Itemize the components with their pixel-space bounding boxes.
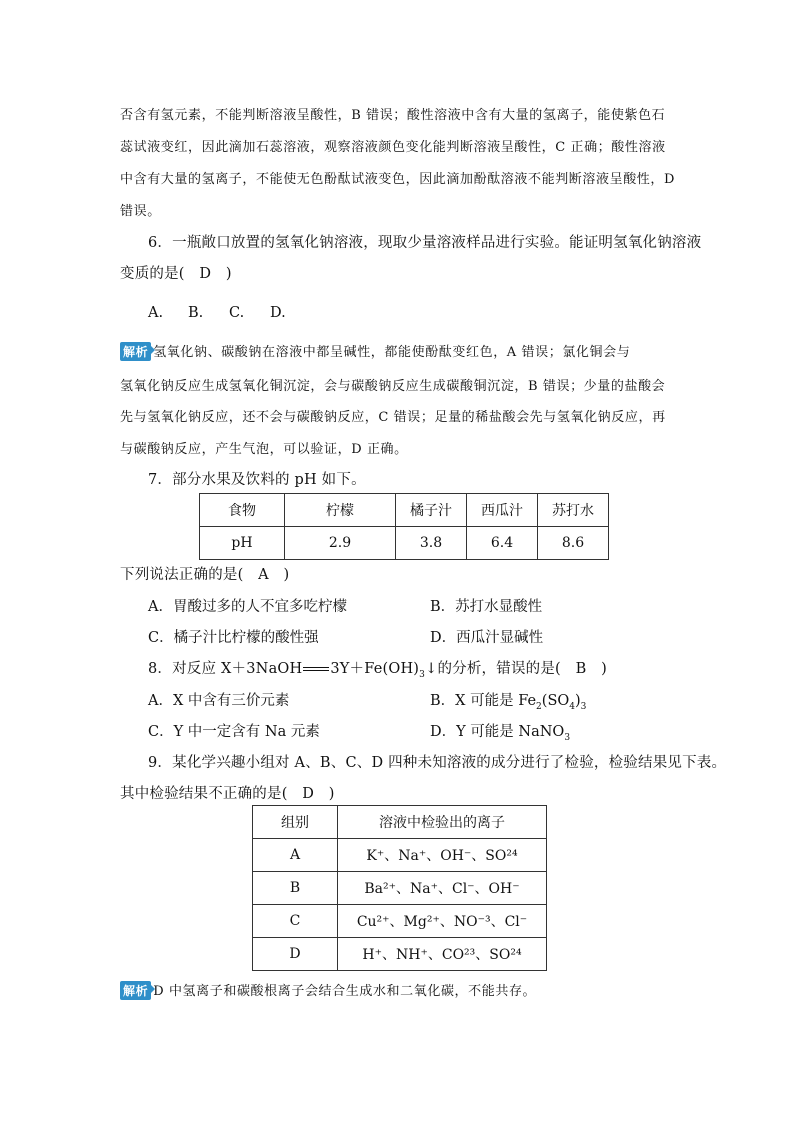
explanation-line: 否含有氢元素，不能判断溶液呈酸性，B 错误；酸性溶液中含有大量的氢离子，能使紫色石 bbox=[120, 108, 666, 123]
q6-explanation-line: 先与氢氧化钠反应，还不会与碳酸钠反应，C 错误；足量的稀盐酸会先与氢氧化钠反应，再 bbox=[120, 410, 666, 425]
table-row bbox=[253, 905, 547, 938]
q8-option-d-part: D．Y 可能是 NaNO bbox=[430, 724, 565, 740]
subscript: 3 bbox=[419, 669, 426, 680]
subscript: 3 bbox=[564, 732, 571, 743]
q9-explanation-text: D 中氢离子和碳酸根离子会结合生成水和二氧化碳，不能共存。 bbox=[153, 984, 537, 999]
table-cell: K⁺、Na⁺、OH⁻、SO²⁴ bbox=[338, 839, 547, 872]
table-cell: 组别 bbox=[253, 806, 338, 839]
q6-option-c: C. bbox=[229, 305, 245, 321]
table-cell: 橘子汁 bbox=[396, 494, 467, 527]
q6-option-d: D. bbox=[270, 305, 286, 321]
q6-explanation-text: 氢氧化钠、碳酸钠在溶液中都呈碱性，都能使酚酞变红色，A 错误；氯化铜会与 bbox=[153, 345, 631, 360]
question-6-stem: 6．一瓶敞口放置的氢氧化钠溶液，现取少量溶液样品进行实验。能证明氢氧化钠溶液 bbox=[148, 235, 702, 251]
table-row bbox=[200, 527, 609, 560]
question-6-answer-line: 变质的是( D ) bbox=[120, 266, 232, 282]
table-row bbox=[253, 806, 547, 839]
table-cell: 8.6 bbox=[538, 527, 609, 560]
q6-explanation-line: 与碳酸钠反应，产生气泡，可以验证，D 正确。 bbox=[120, 442, 408, 457]
table-cell: 2.9 bbox=[285, 527, 396, 560]
q8-option-b-part: ) bbox=[575, 693, 581, 709]
table-cell: 西瓜汁 bbox=[467, 494, 538, 527]
ph-table bbox=[199, 493, 609, 560]
table-cell: B bbox=[253, 872, 338, 905]
question-9-answer-line: 其中检验结果不正确的是( D ) bbox=[120, 786, 335, 802]
table-cell: 柠檬 bbox=[285, 494, 396, 527]
q7-option-a: A．胃酸过多的人不宜多吃柠檬 bbox=[148, 599, 347, 615]
table-cell: Cu²⁺、Mg²⁺、NO⁻³、Cl⁻ bbox=[338, 905, 547, 938]
analysis-badge: 解析 bbox=[120, 342, 151, 361]
q7-option-b: B．苏打水显酸性 bbox=[430, 599, 543, 615]
q8-stem-part: 3Y＋Fe(OH) bbox=[330, 661, 420, 677]
explanation-line: 错误。 bbox=[120, 204, 161, 219]
table-cell: pH bbox=[200, 527, 285, 560]
table-row bbox=[200, 494, 609, 527]
table-cell: 食物 bbox=[200, 494, 285, 527]
table-cell: Ba²⁺、Na⁺、Cl⁻、OH⁻ bbox=[338, 872, 547, 905]
table-cell: 苏打水 bbox=[538, 494, 609, 527]
q8-option-d bbox=[430, 720, 570, 743]
q8-option-b bbox=[430, 689, 586, 712]
explanation-line: 蕊试液变红，因此滴加石蕊溶液，观察溶液颜色变化能判断溶液呈酸性，C 正确；酸性溶液 bbox=[120, 140, 666, 155]
table-row bbox=[253, 839, 547, 872]
q9-explanation-line bbox=[120, 980, 536, 1000]
subscript: 3 bbox=[580, 701, 587, 712]
table-cell: H⁺、NH⁺、CO²³、SO²⁴ bbox=[338, 938, 547, 971]
ion-table bbox=[252, 805, 547, 971]
q8-option-c: C．Y 中一定含有 Na 元素 bbox=[148, 724, 320, 740]
table-cell: 6.4 bbox=[467, 527, 538, 560]
equals-sign bbox=[303, 667, 329, 671]
q8-stem-part: 8．对反应 X＋3NaOH bbox=[148, 661, 303, 677]
table-cell: D bbox=[253, 938, 338, 971]
table-cell: 溶液中检验出的离子 bbox=[338, 806, 547, 839]
q8-option-a: A．X 中含有三价元素 bbox=[148, 693, 290, 709]
question-9-stem: 9．某化学兴趣小组对 A、B、C、D 四种未知溶液的成分进行了检验，检验结果见下表。 bbox=[148, 755, 727, 771]
q7-option-d: D．西瓜汁显碱性 bbox=[430, 630, 544, 646]
analysis-badge: 解析 bbox=[120, 981, 151, 1000]
q6-option-b: B. bbox=[188, 305, 204, 321]
q7-option-c: C．橘子汁比柠檬的酸性强 bbox=[148, 630, 319, 646]
question-8-stem bbox=[148, 657, 607, 680]
table-row bbox=[253, 872, 547, 905]
question-7-stem: 7．部分水果及饮料的 pH 如下。 bbox=[148, 472, 366, 488]
q8-option-b-part: (SO bbox=[541, 693, 570, 709]
q8-stem-part: ↓的分析，错误的是( B ) bbox=[425, 661, 608, 677]
table-cell: A bbox=[253, 839, 338, 872]
q8-option-b-part: B．X 可能是 Fe bbox=[430, 693, 537, 709]
subscript: 4 bbox=[569, 701, 575, 712]
q6-explanation-line bbox=[120, 341, 630, 361]
q6-explanation-line: 氢氧化钠反应生成氢氧化铜沉淀，会与碳酸钠反应生成碳酸铜沉淀，B 错误；少量的盐酸会 bbox=[120, 379, 666, 394]
question-7-prompt: 下列说法正确的是( A ) bbox=[120, 567, 290, 583]
subscript: 2 bbox=[536, 701, 542, 712]
q6-option-a: A. bbox=[148, 305, 164, 321]
table-cell: 3.8 bbox=[396, 527, 467, 560]
table-row bbox=[253, 938, 547, 971]
table-cell: C bbox=[253, 905, 338, 938]
explanation-line: 中含有大量的氢离子，不能使无色酚酞试液变色，因此滴加酚酞溶液不能判断溶液呈酸性，D bbox=[120, 172, 676, 187]
